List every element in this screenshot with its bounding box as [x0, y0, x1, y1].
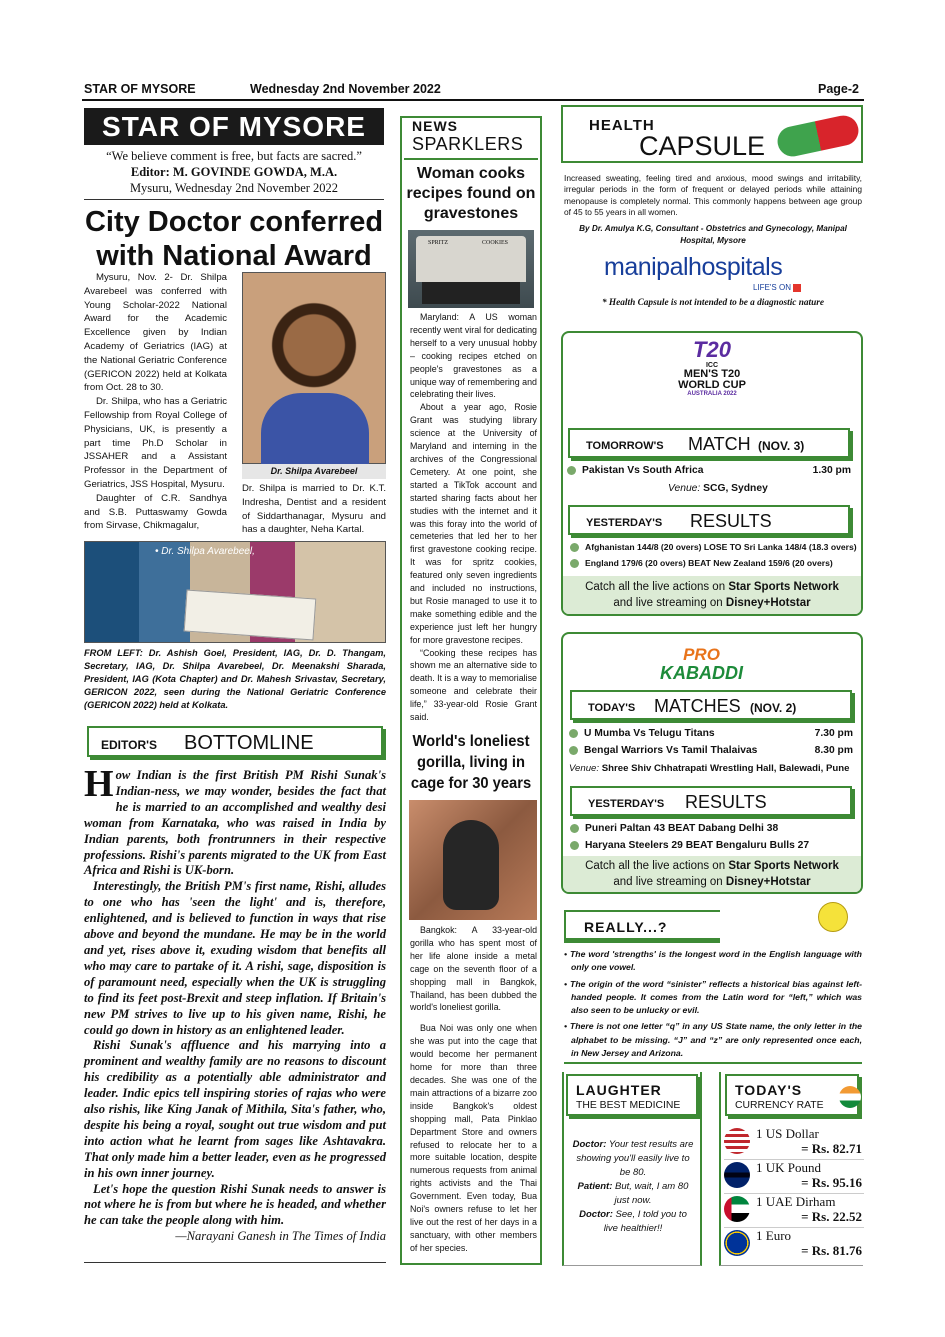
live-text-1: Catch all the live actions on [585, 581, 726, 593]
laughter-label-b: THE BEST MEDICINE [576, 1100, 681, 1111]
lead-paragraph: Daughter of C.R. Sandhya and S.B. Puttaswamy Gowda from Sirvase, Chikmagalur, [84, 492, 227, 532]
currency-row [724, 1126, 864, 1160]
t20-yest-label-b: RESULTS [690, 511, 772, 531]
manipal-tagline: LIFE'S ON [753, 283, 791, 292]
t20-logo-mark: T20 [693, 337, 731, 362]
lead-body-col1 [84, 271, 227, 533]
currency-name: 1 UAE Dirham [756, 1194, 836, 1209]
sparkler1-paragraph: Maryland: A US woman recently went viral for dedicating herself to a very unusual hobby – cooking recipes etched on people's gravestones as a unique way of remembering and celebrating their lives. [410, 312, 537, 400]
currency-list [724, 1126, 864, 1262]
live-streaming-app: Disney+Hotstar [725, 597, 811, 609]
today-label-c: (NOV. 2) [750, 701, 797, 715]
health-label-b: CAPSULE [639, 131, 766, 161]
manipal-logo-tag [753, 283, 801, 292]
gravestone-base [422, 282, 520, 304]
really-rule [564, 1062, 862, 1064]
joke-line: See, I told you to live healthier!! [603, 1209, 687, 1234]
kabaddi-result-row [570, 822, 858, 835]
tomorrow-label-b: MATCH [688, 434, 751, 454]
venue-name: SCG, Sydney [703, 483, 768, 494]
sparkler1-paragraph: About a year ago, Rosie Grant was studying library science at the University of Maryland and interning in the archives of the Congressional Cemetery. At one point, she started a TikTok account and started sharing facts about her studies with the internet and it was this foray into the world of cemeteries that led her to her first gravestone cooking recipe. It was for spritz cookies, featured only seven ingredients and included no instructions, but Rosie managed to use it to make something edible and the experience just left her hungry for more gravestone recipes. [410, 402, 537, 645]
editorial-paragraph: Rishi Sunak's affluence and his marrying into a prominent and wealthy family are no reasons to discount his credibility as a potentially able administrator and leader. Indic epics tell inspiring stories of rajas who were also rishis, like King Janak of Mithila, Sita's father, who, despite his being a royal, sought out true wisdom and put into action what he learnt from sages like Ashtavakra. That only made him a better leader, even as he progressed in his own inner journey. [84, 1038, 386, 1180]
editorial-paragraph: ow Indian is the first British PM Rishi Sunak's Indian-ness, we may wonder, besides the fact that he is married to an accomplished and wealthy desi woman from Karnataka, who was raised in India by Indian parents, both frontrunners in their respective professions. Rishi's parents migrated to the UK from East Africa and Rishi is UK-born. [84, 768, 386, 878]
editorial-body [84, 763, 386, 1245]
live-text-1: Catch all the live actions on [585, 860, 726, 872]
kabaddi-time-2: 8.30 pm [814, 745, 853, 756]
really-facts [564, 948, 862, 1060]
award-group-photo [84, 541, 386, 643]
t20-live-band [563, 576, 861, 614]
health-disclaimer: * Health Capsule is not intended to be a diagnostic nature [601, 298, 825, 308]
joke-text [572, 1138, 694, 1236]
gravestone-recipe-left: SPRITZ [428, 240, 449, 246]
t20-logo-icc: ICC [705, 362, 719, 369]
lead-body-col2: Dr. Shilpa is married to Dr. K.T. Indresha, Dentist and a resident of Siddarthanagar, Mysuru and has a daughter, Neha Kartal. [242, 483, 386, 536]
live-text-2: and live streaming on [613, 876, 723, 888]
live-channel: Star Sports Network [728, 860, 839, 872]
kabaddi-match-row [569, 727, 857, 740]
currency-rate: = Rs. 82.71 [801, 1141, 862, 1156]
really-heading [564, 910, 720, 940]
laughter-box [562, 1072, 702, 1266]
kabaddi-venue [569, 762, 861, 775]
editorial-paragraph: Let's hope the question Rishi Sunak needs to answer is not where he is from but where he is headed, and whether he can take the people along with him. [84, 1181, 386, 1228]
kabaddi-yest-label-a: YESTERDAY'S [588, 798, 665, 810]
health-label-a: HEALTH [589, 117, 655, 134]
sparklers-label-a: NEWS [412, 118, 458, 134]
venue-label: Venue: [668, 483, 701, 494]
pk-logo-a: PRO [683, 645, 720, 664]
joke-speaker: Doctor: [572, 1139, 607, 1150]
bullet-dot-icon [569, 729, 578, 738]
page-number: Page-2 [818, 82, 859, 96]
editorial-bottom-rule [84, 1262, 386, 1263]
joke-speaker: Doctor: [579, 1209, 613, 1220]
laughter-label-a: LAUGHTER [576, 1082, 662, 1098]
t20-logo [676, 338, 748, 420]
currency-name: 1 US Dollar [756, 1126, 819, 1141]
masthead-title: STAR OF MYSORE [84, 108, 384, 145]
currency-rate: = Rs. 95.16 [801, 1175, 862, 1190]
cheque-prop [184, 590, 317, 641]
tomorrow-match-heading [568, 428, 850, 458]
kabaddi-time-1: 7.30 pm [814, 728, 853, 739]
fact-item: • The word 'strengths' is the longest word in the English language with only one vowel. [564, 949, 862, 973]
kabaddi-match-1: U Mumba Vs Telugu Titans [584, 728, 715, 739]
kabaddi-match-2: Bengal Warriors Vs Tamil Thalaivas [584, 745, 758, 756]
pk-logo-b: KABADDI [660, 663, 743, 683]
t20-result-2: England 179/6 (20 overs) BEAT New Zealand 159/6 (20 overs) [585, 558, 833, 568]
today-label-b: MATCHES [654, 696, 741, 716]
fact-item: • There is not one letter “q” in any US State name, the only letter in the alphabet to be missing. “J” and “z” are only represented once each, in New Jersey and Arizona. [564, 1021, 862, 1059]
t20-match-time: 1.30 pm [812, 465, 851, 476]
tagline-quote: “We believe comment is free, but facts are sacred.” [106, 149, 362, 163]
bullet-dot-icon [569, 746, 578, 755]
group-photo-caption: FROM LEFT: Dr. Ashish Goel, President, IAG, Dr. D. Thangam, Secretary, IAG, Dr. Shilpa Avarebeel, Dr. Meenakshi Sharada, President, IAG (Kota Chapter) and Dr. Mahesh Srivastav, Secretary, GERICON 2022, seen during the National Geriatric Conference (GERICON 2022) held at Kolkata. [84, 648, 386, 710]
sparkler1-headline: Woman cooks recipes found on gravestones [406, 165, 536, 222]
venue-name: Shree Shiv Chhatrapati Wrestling Hall, Balewadi, Pune [601, 763, 850, 774]
t20-venue [668, 482, 768, 495]
health-text: Increased sweating, feeling tired and anxious, mood swings and irritability, irregular periods in the form of frequent or delayed periods while attaining menopause is completely normal. This commonly happens between age group of 45 to 55 years in all women. [564, 173, 862, 217]
editorial-label-b: BOTTOMLINE [184, 732, 314, 754]
venue-label: Venue: [569, 763, 600, 774]
t20-match-row [567, 464, 857, 477]
currency-label-b: CURRENCY RATE [735, 1100, 824, 1111]
currency-row [724, 1160, 864, 1194]
laughter-heading [566, 1074, 698, 1116]
eu-flag-icon [724, 1230, 750, 1256]
tomorrow-label-a: TOMORROW'S [586, 440, 664, 452]
dateline: Mysuru, Wednesday 2nd November 2022 [129, 181, 339, 195]
editorial-dropcap: H [84, 763, 114, 805]
plus-icon [793, 284, 801, 292]
t20-results-heading [568, 505, 850, 535]
paper-name: STAR OF MYSORE [84, 82, 196, 96]
currency-row [724, 1194, 864, 1228]
t20-result-1: Afghanistan 144/8 (20 overs) LOSE TO Sri Lanka 148/4 (18.3 overs) [585, 542, 857, 552]
bullet-dot-icon [567, 466, 576, 475]
currency-rate: = Rs. 22.52 [801, 1209, 862, 1224]
currency-row [724, 1228, 864, 1262]
lead-paragraph: Mysuru, Nov. 2- Dr. Shilpa Avarebeel was conferred with Young Scholar-2022 National Award for the Academic Excellence given by Indian Academy of Geriatrics (IAG) at the National Geriatric Conference (GERICON 2022) held at Kolkata from Oct. 28 to 30. [84, 272, 227, 394]
today-matches-heading [570, 690, 852, 720]
manipal-logo: manipalhospitals [604, 253, 783, 281]
bullet-dot-icon [570, 543, 579, 552]
currency-rate: = Rs. 81.76 [801, 1243, 862, 1258]
tomorrow-label-c: (NOV. 3) [758, 439, 805, 453]
gorilla-photo [409, 800, 537, 920]
gravestone-photo [408, 230, 534, 308]
gravestone-recipe-right: COOKIES [482, 240, 509, 246]
uae-flag-icon [724, 1196, 750, 1222]
sparkler2-paragraph: Bua Noi was only one when she was put into the cage that would become her permanent home for more than three decades. She was one of the main attractions of a bizarre zoo inside Bangkok's oldest shopping mall, Pata Pinklao Department Store and owners refused to relocate her to a more suitable location, despite numerous requests from animal rights activists and the Thai Government. Even today, Bua Noi's owners refuse to let her live out the rest of her days in a sanctuary, with other members of her species. [410, 1023, 537, 1253]
fact-item: • The origin of the word “sinister” reflects a historical bias against left-handed people. It comes from the Latin word for “left,” which was also seen to be unlucky or evil. [564, 978, 862, 1016]
joke-line: Your test results are showing you'll easily live to be 80. [576, 1139, 694, 1178]
really-label: REALLY...? [584, 919, 668, 935]
currency-label-a: TODAY'S [735, 1082, 803, 1098]
t20-yest-label-a: YESTERDAY'S [586, 517, 663, 529]
masthead-tagline [84, 148, 384, 196]
pro-kabaddi-logo [660, 646, 743, 683]
currency-name: 1 UK Pound [756, 1160, 822, 1175]
uk-flag-icon [724, 1162, 750, 1188]
t20-result-row [570, 541, 862, 554]
issue-date: Wednesday 2nd November 2022 [250, 82, 441, 96]
fact-text: There is not one letter “q” in any US State name, the only letter in the alphabet to be missing. “J” and “z” are only represented once each, in New Jersey and Arizona. [569, 1021, 862, 1059]
t20-match-teams: Pakistan Vs South Africa [582, 465, 704, 476]
header-rule [82, 99, 864, 101]
portrait-saree-shape [261, 393, 369, 465]
kabaddi-result-row [570, 839, 858, 852]
kabaddi-result-2: Haryana Steelers 29 BEAT Bengaluru Bulls 27 [585, 840, 810, 851]
bullet-dot-icon [570, 559, 579, 568]
fact-text: The origin of the word “sinister” reflects a historical bias against left-handed people. It comes from the Latin word for “left,” which was also seen to be unlucky or evil. [570, 978, 862, 1016]
sparklers-divider [404, 158, 538, 160]
editorial-paragraph: Interestingly, the British PM's first name, Rishi, alludes to one who has 'seen the light' and is, therefore, enlightened, and is believed to function in ways that rise above and beyond the mundane. He may be in the world and yet, rises above it, exuding wisdom that benefits all who may care to partake of it. A rishi, sage, disposition is of paramount need, especially when the UK is struggling to find its feet post-Brexit and steep inflation. If Britain's new PM strives to live up to his given name, Rishi, he could go down in history as an enlightened leader. [84, 879, 386, 1037]
group-photo-banner-text: • Dr. Shilpa Avarebeel, [155, 546, 255, 557]
joke-speaker: Patient: [577, 1181, 613, 1192]
kabaddi-yest-label-b: RESULTS [685, 792, 767, 812]
health-byline: By Dr. Amulya K.G, Consultant - Obstetrics and Gynecology, Manipal Hospital, Mysore [579, 224, 847, 245]
sparkler2-headline: World's loneliest gorilla, living in cage for 30 years [410, 733, 532, 792]
sparklers-label-b: SPARKLERS [412, 134, 524, 154]
kabaddi-live-band [563, 856, 861, 892]
sparkler1-body [410, 311, 537, 724]
currency-box [719, 1072, 863, 1266]
fact-text: The word 'strengths' is the longest word in the English language with only one vowel. [570, 949, 862, 973]
editorial-label-a: EDITOR'S [101, 738, 157, 752]
capsule-pill-icon [775, 113, 861, 159]
doctor-portrait-photo [242, 272, 386, 464]
t20-logo-aus: AUSTRALIA 2022 [687, 391, 737, 397]
bulb-icon [818, 902, 848, 932]
gorilla-shape [443, 820, 499, 910]
editor-line: Editor: M. GOVINDE GOWDA, M.A. [130, 165, 338, 179]
masthead-rule [84, 199, 384, 200]
t20-logo-mens: MEN'S T20 [683, 368, 741, 380]
t20-result-row [570, 557, 862, 570]
india-flag-icon [839, 1086, 861, 1108]
kabaddi-match-row [569, 744, 857, 757]
live-channel: Star Sports Network [728, 581, 839, 593]
bullet-dot-icon [570, 824, 579, 833]
t20-logo-worldcup: WORLD CUP [678, 379, 746, 391]
us-flag-icon [724, 1128, 750, 1154]
sparkler2-paragraph: Bangkok: A 33-year-old gorilla who has spent most of her life alone inside a metal cage on the seventh floor of a shopping mall in Bangkok, Thailand, has been dubbed the world's loneliest gorilla. [410, 925, 537, 1013]
live-text-2: and live streaming on [613, 597, 723, 609]
currency-heading [725, 1074, 859, 1116]
gravestone-book [416, 236, 526, 282]
sparkler2-body [410, 924, 537, 1255]
sparkler1-paragraph: “Cooking these recipes has shown me an alternative side to death. It is a way to memorialise someone and celebrate their life,” 33-year-old Rosie Grant said. [410, 647, 537, 723]
editorial-heading-box [87, 726, 383, 757]
joke-line: But, wait, I am 80 just now. [612, 1181, 689, 1206]
editorial-credit: —Narayani Ganesh in The Times of India [175, 1229, 386, 1244]
lead-paragraph: Dr. Shilpa, who has a Geriatric Fellowship from Royal College of Physicians, UK, is presently a part time Ph.D Scholar in JSSAHER and a Assistant Professor in the Department of Geriatrics, JSS Hospital, Mysuru. [84, 396, 227, 490]
kabaddi-result-1: Puneri Paltan 43 BEAT Dabang Delhi 38 [585, 823, 779, 834]
live-streaming-app: Disney+Hotstar [725, 876, 811, 888]
today-label-a: TODAY'S [588, 702, 636, 714]
lead-headline: City Doctor conferred with National Award [84, 206, 384, 272]
kabaddi-results-heading [570, 786, 852, 816]
portrait-caption: Dr. Shilpa Avarebeel [242, 464, 386, 479]
currency-name: 1 Euro [756, 1228, 792, 1243]
bullet-dot-icon [570, 841, 579, 850]
health-capsule-box [561, 105, 863, 163]
